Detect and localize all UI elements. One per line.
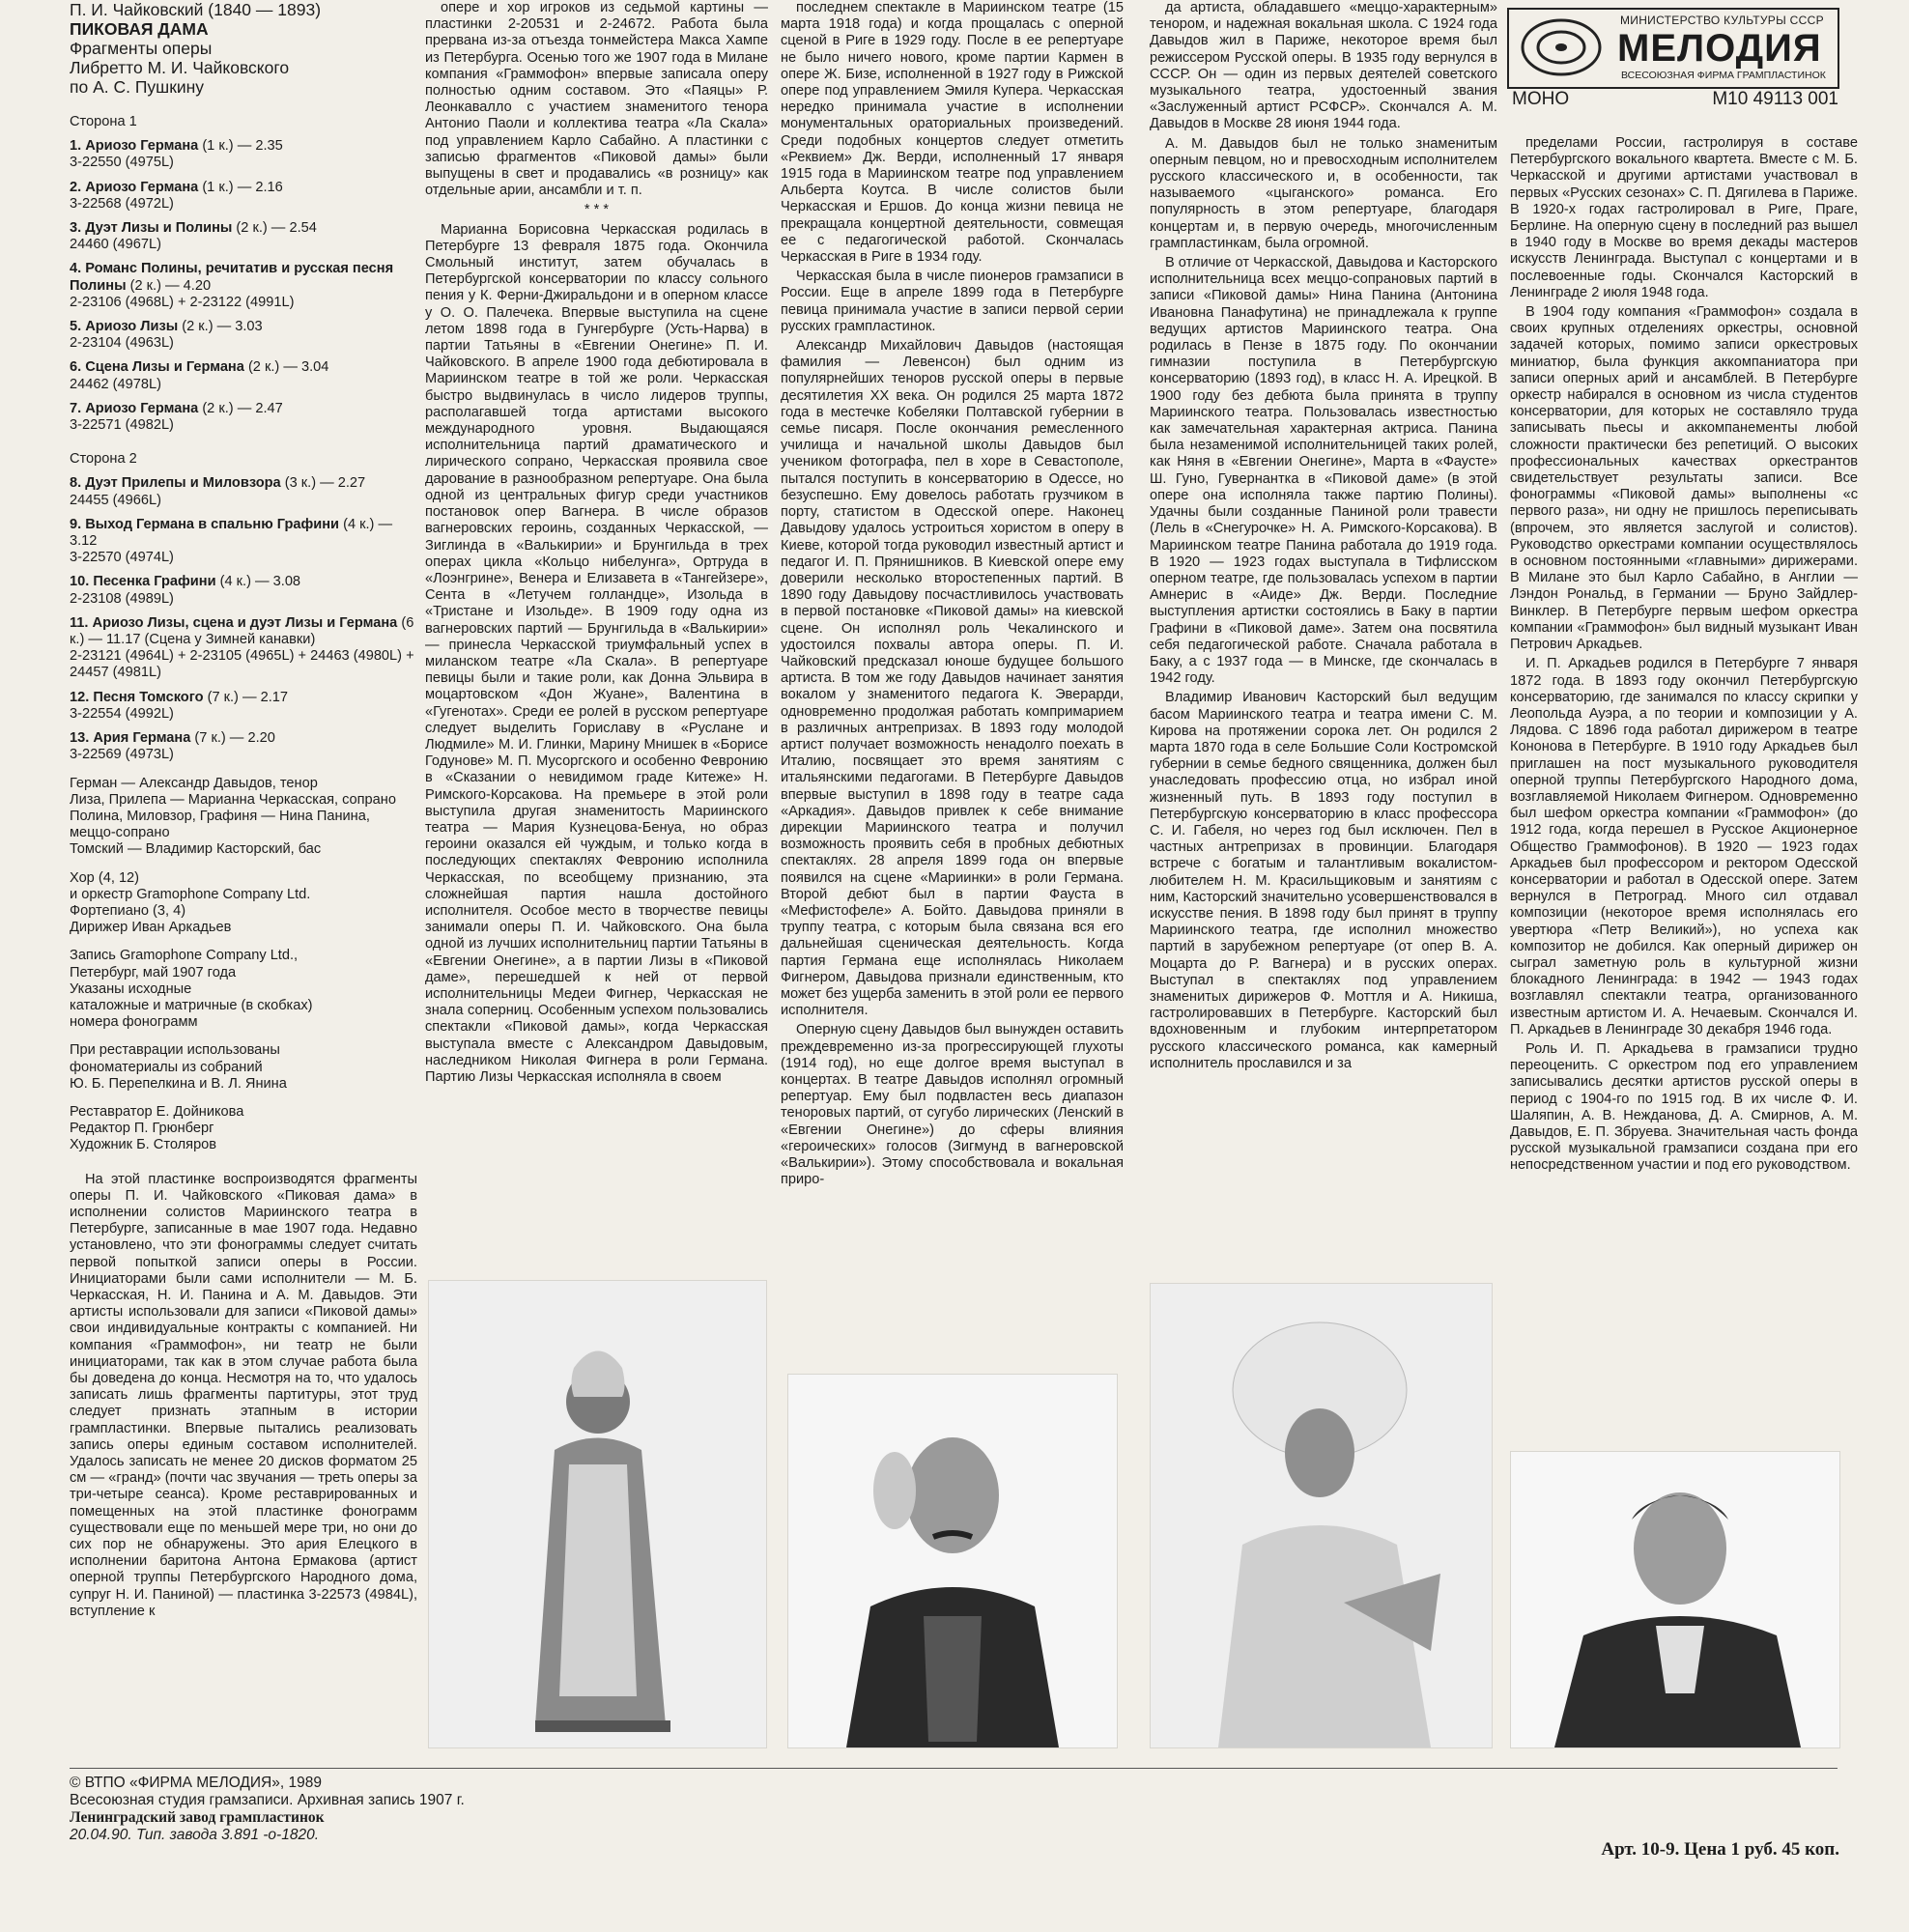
cast-line: Томский — Владимир Касторский, бас	[70, 841, 322, 858]
opera-title: ПИКОВАЯ ДАМА	[70, 19, 209, 39]
track-detail: (2 к.) — 2.47	[202, 400, 283, 416]
track-item	[70, 517, 417, 567]
track-title: 8. Дуэт Прилепы и Миловзора	[70, 475, 285, 492]
track-detail: (2 к.) — 3.03	[182, 319, 263, 335]
column-5	[1510, 135, 1858, 1449]
track-detail: (2 к.) — 3.04	[247, 359, 329, 376]
column-1	[70, 0, 417, 1623]
track-item	[70, 319, 417, 352]
track-item	[70, 615, 417, 682]
paragraph: Оперную сцену Давыдов был вынужден оставить преждевременно из-за прогрессирующей глухоты (1914 год), но еще долгое время выступал в концертах. В театре Давыдов исполнял огромный репертуар. Ему был подвластен весь диапазон теноровых партий, от сугубо лирических (Ленский в «Евгении Онегине») до сферы влияния «героических» голосов (Зигмунд в вагнеровской «Валькирии»). Этому способствовала и вокальная приро-	[781, 1022, 1124, 1188]
track-item	[70, 401, 417, 434]
paragraph: последнем спектакле в Мариинском театре (15 марта 1918 года) и когда прощалась с оперной сценой в Риге в 1929 году. После в ее репертуаре не было ничего нового, кроме партии Кармен в опере Ж. Бизе, исполненной в 1927 году в Рижской опере под управлением Эмиля Купера. Черкасская нередко принимала участие в исполнении монументальных ораториальных произведений. Среди подобных концертов следует отметить «Реквием» Дж. Верди, исполненный 17 января 1915 года в Мариинском театре под управлением Альберта Коутса. В числе солистов были Черкасская и Ершов. До конца жизни певица не прекращала концертной деятельности, совмещая ее с педагогической работой. Скончалась Черкасская в Риге в 1934 году.	[781, 0, 1124, 266]
intro-text	[70, 1172, 417, 1620]
credits-line: Художник Б. Столяров	[70, 1137, 217, 1153]
paragraph: Александр Михайлович Давыдов (настоящая фамилия — Левенсон) был одним из популярнейших теноров русской оперы в первые десятилетия XX века. Он родился 25 марта 1872 года в местечке Кобеляки Полтавской губернии в семье писаря. После окончания ремесленного училища и начальной школы Давыдов был учеником фотографа, пел в хоре в Севастополе, пытался поступить в консерваторию в Одессе, но безуспешно. Ему довелось работать грузчиком в порту, статистом в Одесской опере. Наконец Давыдову удалось устроиться хористом в оперу в Киеве, которой тогда руководил известный артист и педагог И. П. Прянишников. В Киевской опере ему доверили несколько второстепенных партий. В 1890 году Давыдову посчастливилось участвовать в первой постановке «Пиковой дамы» на киевской сцене. Он исполнял роль Чекалинского и удостоился похвалы автора оперы. П. И. Чайковский предсказал юноше будущее большого артиста. В том же году Давыдов начинает занятия вокалом у знаменитого педагога К. Эверарди, одновременно продолжая работать компримарием в различных антрепризах. В 1893 году молодой артист получает возможность ненадолго поехать в Италию, посвящает это время занятиям с итальянскими педагогами. В Петербурге Давыдов впервые выступил в 1898 году в театре сада «Аркадия». Давыдов привлек к себе внимание дирекции Мариинского театра и получил возможность проявить себя в пробных дебютных спектаклях. 28 апреля 1899 года он впервые появился на сцене «Мариинки» в роли Германа. Второй дебют был в партии Фауста в «Мефистофеле» А. Бойто. Давыдова приняли в труппу театра, с которым была связана вся его дальнейшая сценическая деятельность. Когда партия Германа еще исполнялась Николаем Фигнером, Давыдова признали единственным, кто может без ущерба заменить в этой роли ее первого исполнителя.	[781, 338, 1124, 1019]
restoration-info	[70, 1042, 417, 1093]
record-disc-icon	[1517, 15, 1606, 79]
price-line: Арт. 10-9. Цена 1 руб. 45 коп.	[1601, 1839, 1839, 1860]
firm-text: ВСЕСОЮЗНАЯ ФИРМА ГРАМПЛАСТИНОК	[1621, 70, 1826, 81]
ensemble-line: Хор (4, 12)	[70, 869, 140, 886]
ministry-text: МИНИСТЕРСТВО КУЛЬТУРЫ СССР	[1620, 14, 1824, 27]
track-item	[70, 690, 417, 723]
header-block	[70, 0, 417, 97]
mono-label: МОНО	[1512, 89, 1570, 109]
track-item	[70, 180, 417, 213]
track-title: 1. Ариозо Германа	[70, 138, 203, 155]
ensemble-line: Дирижер Иван Аркадьев	[70, 920, 232, 936]
cast-line: Герман — Александр Давыдов, тенор	[70, 775, 318, 791]
track-title: 7. Ариозо Германа	[70, 400, 203, 416]
cast-line: Лиза, Прилепа — Марианна Черкасская, сопрано	[70, 791, 396, 808]
copyright: © ВТПО «ФИРМА МЕЛОДИЯ», 1989	[70, 1775, 322, 1791]
track-detail: (6 к.) — 11.17 (Сцена у Зимней канавки)	[70, 614, 414, 648]
track-matrix: 3-22571 (4982L)	[70, 417, 174, 434]
restoration-line: При реставрации использованы	[70, 1042, 280, 1059]
paragraph: И. П. Аркадьев родился в Петербурге 7 января 1872 года. В 1893 году окончил Петербургскую консерваторию, где занимался по классу скрипки у Леопольда Ауэра, а по теории и композиции у А. Лядова. С 1896 года работал дирижером в театре Кононова в Петербурге. В 1910 году Аркадьев был приглашен на пост музыкального руководителя оперной труппы Петербургского Народного дома, возглавляемой Николаем Фигнером. Одновременно был шефом оркестра компании «Граммофон» (до 1912 года, когда перешел в Русское Акционерное Общество Граммофонов). В 1920 — 1923 годах Аркадьев был профессором и ректором Одесской консерватории и работал в Одесской опере. Затем вернулся в Петроград. Много сил отдавал композиции (некоторое время исполнялась его увертюра «Петр Великий»), но успеха как композитор не добился. Как оперный дирижер он сыграл заметную роль в культурной жизни блокадного Ленинграда: в 1942 — 1943 годах возглавлял спектакли театра, организованного известным артистом И. А. Нечаевым. Скончался И. П. Аркадьев в Ленинграде 30 декабря 1946 года.	[1510, 656, 1858, 1037]
track-title: 2. Ариозо Германа	[70, 179, 203, 195]
credits-line: Реставратор Е. Дойникова	[70, 1103, 244, 1120]
restoration-line: фономатериалы из собраний	[70, 1059, 263, 1075]
melodiya-logo	[1507, 8, 1839, 89]
track-matrix: 24460 (4967L)	[70, 237, 161, 253]
track-matrix: 2-23108 (4989L)	[70, 590, 174, 607]
track-detail: (7 к.) — 2.20	[194, 730, 275, 747]
track-detail: (2 к.) — 4.20	[129, 277, 212, 294]
cast-line: Полина, Миловзор, Графиня — Нина Панина, меццо-сопрано	[70, 808, 370, 841]
track-detail: (2 к.) — 2.54	[236, 220, 317, 237]
track-detail: (4 к.) — 3.12	[70, 516, 393, 550]
track-item	[70, 475, 417, 508]
paragraph: Владимир Иванович Касторский был ведущим басом Мариинского театра и театра имени С. М. Кирова на протяжении сорока лет. Он родился 2 марта 1870 года в селе Большие Соли Костромской губернии в семье бедного священника, должен был унаследовать профессию отца, но избрал иной жизненный путь. В 1893 году поступил в Петербургскую консерваторию в класс профессора С. И. Габеля, но через год был исключен. Пел в частных антрепризах в провинции. Благодаря встрече с богатым и талантливым вокалистом-любителем Н. М. Красильщиковым и занятиям с ним, Касторский значительно усовершенствовался в искусстве пения. В 1898 году был принят в труппу Мариинского театра, где исполнил множество партий в зарубежном репертуаре (от опер В. А. Моцарта до Р. Вагнера) и в русских операх. Выступал в спектаклях под управлением знаменитых дирижеров Ф. Моттля и А. Никиша, гастролировавших в Петербурге. Касторский был вдохновенным и глубоким интерпретатором русского классического романса, как камерный исполнитель прославился и за	[1150, 690, 1497, 1071]
plant-line: Ленинградский завод грампластинок	[70, 1809, 325, 1826]
track-title: 3. Дуэт Лизы и Полины	[70, 220, 237, 237]
cast-list	[70, 776, 417, 859]
photo-cherkasskaya	[428, 1280, 767, 1748]
track-title: 12. Песня Томского	[70, 689, 208, 705]
credits-list	[70, 1104, 417, 1154]
recording-line: Указаны исходные	[70, 980, 192, 997]
column-4	[1150, 0, 1497, 1281]
ensemble-list	[70, 870, 417, 937]
track-item	[70, 730, 417, 763]
studio-line: Всесоюзная студия грамзаписи. Архивная запись 1907 г.	[70, 1792, 465, 1808]
track-detail: (3 к.) — 2.27	[284, 475, 366, 492]
photo-panina	[1150, 1283, 1493, 1748]
recording-info	[70, 948, 417, 1031]
libretto-after: по А. С. Пушкину	[70, 77, 205, 97]
track-matrix: 24455 (4966L)	[70, 492, 161, 508]
recording-line: каталожные и матричные (в скобках)	[70, 997, 313, 1013]
paragraph: Черкасская была в числе пионеров грамзаписи в России. Еще в апреле 1899 года в Петербурге певица принимала участие в записи первой серии русских грампластинок.	[781, 269, 1124, 334]
track-matrix: 2-23106 (4968L) + 2-23122 (4991L)	[70, 294, 295, 310]
track-matrix: 2-23121 (4964L) + 2-23105 (4965L) + 24463 (4980L) + 24457 (4981L)	[70, 648, 414, 681]
print-line: 20.04.90. Тип. завода 3.891 -о-1820.	[70, 1827, 320, 1843]
photo-davydov	[787, 1374, 1118, 1748]
ensemble-line: и оркестр Gramophone Company Ltd.	[70, 886, 311, 902]
libretto: Либретто М. И. Чайковского	[70, 58, 290, 77]
track-title: 9. Выход Германа в спальню Графини	[70, 516, 344, 532]
recording-line: номера фонограмм	[70, 1014, 198, 1031]
footer-rule	[70, 1768, 1838, 1769]
opera-subtitle: Фрагменты оперы	[70, 39, 213, 58]
paragraph: На этой пластинке воспроизводятся фрагменты оперы П. И. Чайковского «Пиковая дама» в исполнении солистов Мариинского театра в Петербурге, записанные в мае 1907 года. Недавно установлено, что эти фонограммы следует считать первой попыткой записи оперы в России. Инициаторами были сами исполнители — М. Б. Черкасская, Н. И. Панина и А. М. Давыдов. Эти артисты использовали для записи «Пиковой дамы» свои индивидуальные контракты с компанией. Ни компания «Граммофон», ни театр не были инициаторами, так как в этом случае работа была бы доведена до конца. Несмотря на то, что удалось записать лишь фрагменты партитуры, этот труд следует признать этапным в истории грампластинки. Впервые пытались реализовать запись оперы единым составом исполнителей. Удалось записать не менее 20 дисков форматом 25 см — «гранд» (почти час звучания — треть оперы за три-четыре сеанса). Кроме реставрированных и помещенных на этой пластинке фонограмм существовали еще по меньшей мере три, но они до сих пор не обнаружены. Это ария Елецкого в исполнении баритона Антона Ермакова (артист оперной труппы Петербургского Народного дома, супруг Н. И. Паниной) — пластинка 3-22573 (4984L), вступление к	[70, 1171, 417, 1619]
paragraph: * * *	[584, 202, 610, 218]
track-item	[70, 138, 417, 171]
track-title: 5. Ариозо Лизы	[70, 319, 183, 335]
track-title: 6. Сцена Лизы и Германа	[70, 359, 248, 376]
track-title: 4. Романс Полины, речитатив и русская песня Полины	[70, 261, 394, 294]
track-title: 10. Песенка Графини	[70, 574, 220, 590]
side-1-label: Сторона 1	[70, 114, 137, 129]
catalog-number: М10 49113 001	[1712, 89, 1838, 109]
recording-line: Петербург, май 1907 года	[70, 964, 237, 980]
track-matrix: 2-23104 (4963L)	[70, 335, 174, 352]
track-item	[70, 220, 417, 253]
footer	[70, 1775, 465, 1844]
restoration-line: Ю. Б. Перепелкина и В. Л. Янина	[70, 1075, 287, 1092]
paragraph: Марианна Борисовна Черкасская родилась в Петербурге 13 февраля 1875 года. Окончила Смольный институт, затем обучалась в Петербургской консерватории по классу сольного пения у К. Ферни-Джиральдони и в оперном классе у О. О. Палечека. Впервые выступила на сцене летом 1898 года в Гунгербурге (Усть-Нарва) в партии Татьяны в «Евгении Онегине» П. И. Чайковского. В апреле 1900 года дебютировала в Мариинском театре в той же роли. Черкасская быстро выдвинулась в число лидеров труппы, располагавшей тогда артистами высокого международного уровня. Выдающаяся исполнительница партий драматического и лирического сопрано, Черкасская проявила свое дарование в разнообразном репертуаре. Она была одной из центральных фигур среди участников постановок опер Вагнера. В числе образов вагнеровских героинь, созданных Черкасской, — Зиглинда в «Валькирии» и Брунгильда в трех операх цикла «Кольцо нибелунга», Ортруда в «Лоэнгрине», Венера и Елизавета в «Тангейзере», Сента в «Летучем голландце», Изольда в «Тристане и Изольде». В 1909 году одна из вагнеровских партий — Брунгильда в «Валькирии» — принесла Черкасской триумфальный успех в миланском театре «Ла Скала». В репертуаре певицы были и такие роли, как Донна Эльвира в моцартовском «Дон Жуане», Валентина в «Гугенотах». Среди ее ролей в русском репертуаре следует выделить Гориславу в «Руслане и Людмиле» М. И. Глинки, Марину Мнишек в «Борисе Годунове» М. П. Мусоргского и особенно Февронию в «Сказании о невидимом граде Китеже» Н. Римского-Корсакова. На премьере в этой роли выступила другая знаменитость Мариинского театра — Мария Кузнецова-Бенуа, но образ героини оказался ей чуждым, и только когда в последующих спектаклях Февронию исполнила Черкасская, по всеобщему признанию, эта сложнейшая партия нашла достойного исполнителя. Особое место в творчестве певицы занимали оперы П. И. Чайковского. Она была одной из лучших исполнительниц партии Татьяны в «Евгении Онегине», а в партии Лизы в «Пиковой даме», перешедшей к ней от первой исполнительницы Медеи Фигнер, Черкасская не знала соперниц. Особенным успехом пользовались спектакли «Пиковой дамы», когда Черкасская выступала вместе с Александром Давыдовым, наследником Николая Фигнера в роли Германа. Партию Лизы Черкасская исполняла в своем	[425, 221, 768, 1085]
track-detail: (4 к.) — 3.08	[219, 574, 301, 590]
paragraph: В отличие от Черкасской, Давыдова и Касторского исполнительница всех меццо-сопрановых партий в записи «Пиковой дамы» Нина Панина (Антонина Ивановна Панафутина) не принадлежала к группе ведущих артистов Мариинского театра. Она родилась в Пензе в 1875 году. По окончании гимназии поступила в Петербургскую консерваторию (1893 год), в класс Н. А. Ирецкой. В 1900 году без дебюта была принята в труппу Мариинского театра. Пользовалась известностью как замечательная характерная актриса. Панина была незаменимой исполнительницей таких ролей, как Няня в «Евгении Онегине», Марта в «Фаусте» Ш. Гуно, Гувернантка в «Пиковой даме» (в этой опере она исполняла также партию Полины). Удачны были созданные Паниной роли травести (Лель в «Снегурочке» Н. А. Римского-Корсакова). В Мариинском театре Панина работала до 1919 года. В 1920 — 1923 годах выступала в Тифлисском оперном театре, где пользовалась успехом в партии Амнерис в «Аиде» Дж. Верди. Последние выступления артистки состоялись в Баку в партии Графини в «Пиковой даме». Затем она посвятила себя педагогической работе. Сначала работала в Баку, а с 1937 года — в Минске, где скончалась в 1942 году.	[1150, 255, 1497, 687]
paragraph: Роль И. П. Аркадьева в грамзаписи трудно переоценить. С оркестром под его управлением записывались десятки артистов русской оперы в период с 1904-го по 1915 год. В их числе Ф. И. Шаляпин, А. В. Нежданова, Д. А. Смирнов, А. М. Давыдов, Е. П. Збруева. Значительная часть фонда русской музыкальной грамзаписи создана при его непосредственном участии и под его руководством.	[1510, 1040, 1858, 1174]
column-3	[781, 0, 1124, 1372]
side-2-tracks	[70, 475, 417, 763]
photo-kastorsky	[1510, 1451, 1840, 1748]
track-title: 11. Ариозо Лизы, сцена и дуэт Лизы и Германа	[70, 614, 402, 631]
composer: П. И. Чайковский (1840 — 1893)	[70, 0, 322, 19]
track-matrix: 24462 (4978L)	[70, 376, 161, 392]
column-2	[425, 0, 768, 1279]
credits-line: Редактор П. Грюнберг	[70, 1121, 214, 1137]
track-matrix: 3-22570 (4974L)	[70, 550, 174, 566]
paragraph: пределами России, гастролируя в составе Петербургского вокального квартета. Вместе с М. Б. Черкасской и другими артистами участвовал в первых «Русских сезонах» С. П. Дягилева в Париже. В 1920-х годах гастролировал в Риге, Праге, Берлине. На оперную сцену в последний раз вышел в 1940 году в Москве во время декады мастеров искусств Ленинграда. Выступал с концертами и в послевоенные годы. Скончался Касторский в Ленинграде 2 июля 1948 года.	[1510, 135, 1858, 300]
track-item	[70, 359, 417, 392]
track-matrix: 3-22554 (4992L)	[70, 705, 174, 722]
track-detail: (1 к.) — 2.35	[202, 138, 283, 155]
paragraph: да артиста, обладавшего «меццо-характерным» тенором, и надежная вокальная школа. С 1924 года Давыдов жил в Париже, некоторое время был режиссером Русской оперы. В 1935 году вернулся в СССР. Он — один из первых деятелей советского музыкального театра, удостоенный звания «Заслуженный артист РСФСР». Скончался А. М. Давыдов в Москве 28 июня 1944 года.	[1150, 0, 1497, 132]
ensemble-line: Фортепиано (3, 4)	[70, 902, 186, 919]
track-item	[70, 261, 417, 311]
side-2-label: Сторона 2	[70, 451, 137, 468]
side-1-tracks	[70, 138, 417, 434]
paragraph: опере и хор игроков из седьмой картины — пластинки 2-20531 и 2-24672. Работа была прервана из-за отъезда тонмейстера Макса Хампе из Петербурга. Осенью того же 1907 года в Милане компания «Граммофон» впервые записала оперу полностью одним составом. Это «Паяцы» Р. Леонкавалло с участием знаменитого тенора Антонио Паоли и коллектива театра «Ла Скала» под управлением Карло Сабайно. А пластинки с записью фрагментов «Пиковой дамы» были выпущены в свет и продавались «в розницу» как отдельные арии, ансамбли и т. п.	[425, 0, 768, 199]
paragraph: А. М. Давыдов был не только знаменитым оперным певцом, но и превосходным исполнителем русского классического и, в особенности, так называемого «цыганского» романса. Его популярность в этом репертуаре, благодаря концертам и, в первую очередь, многочисленным грампластинкам, была огромной.	[1150, 135, 1497, 251]
track-matrix: 3-22568 (4972L)	[70, 195, 174, 212]
track-detail: (1 к.) — 2.16	[202, 179, 283, 195]
recording-line: Запись Gramophone Company Ltd.,	[70, 948, 299, 964]
track-detail: (7 к.) — 2.17	[207, 689, 289, 705]
track-item	[70, 574, 417, 607]
track-matrix: 3-22550 (4975L)	[70, 155, 174, 171]
track-title: 13. Ария Германа	[70, 730, 195, 747]
track-matrix: 3-22569 (4973L)	[70, 747, 174, 763]
brand-text: МЕЛОДИЯ	[1617, 27, 1822, 70]
paragraph: В 1904 году компания «Граммофон» создала в своих крупных отделениях оркестры, основной задачей которых, помимо записи оркестровых миниатюр, была функция аккомпаниатора при записи оперных арий и ансамблей. В Петербурге оркестр набирался в основном из числа студентов консерватории, для которых не составляло труда записывать пьесы и аккомпанементы любой сложности практически без репетиций. О высоких профессиональных качествах оркестрантов свидетельствует результаты записи. Все фонограммы «Пиковой дамы» выполнены «с первого раза», ни одну не пришлось переписывать (впрочем, это является заслугой и солистов). Руководство оркестрами компании осуществлялось в основном постоянными «главными» дирижерами. В Милане это был Карло Сабайно, в Англии — Лэндон Рональд, в Германии — Бруно Зайдлер-Винклер. В Петербурге первым шефом оркестра компании «Граммофон» был видный музыкант Иван Петрович Аркадьев.	[1510, 304, 1858, 653]
